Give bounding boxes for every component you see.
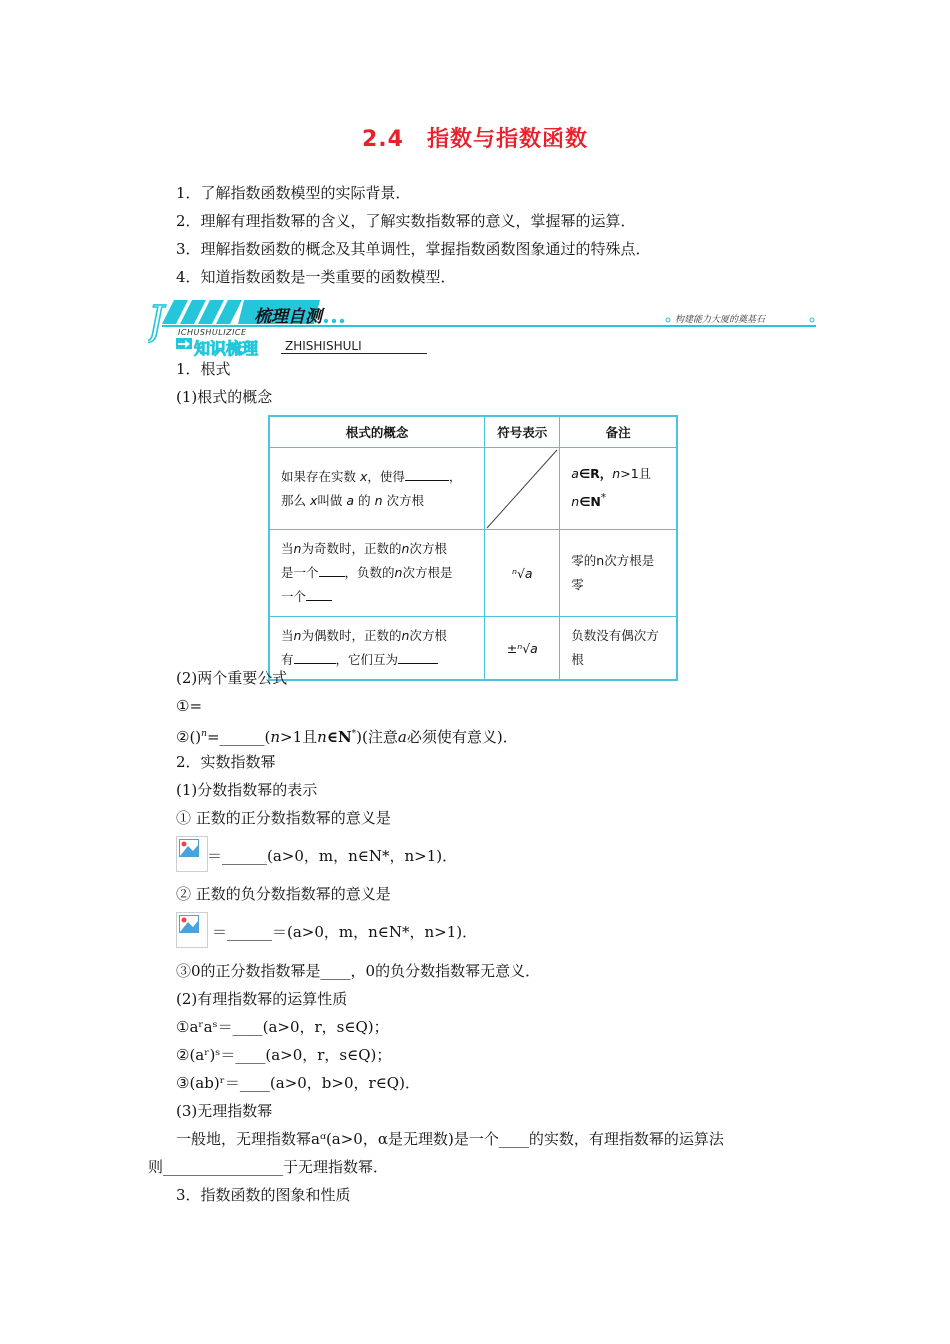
section-2-3-heading: (3)无理指数幂: [176, 1102, 273, 1120]
section-banner: [148, 298, 816, 356]
cell-text: ∈R，: [578, 466, 613, 482]
cell-var: n: [612, 466, 621, 482]
formula-text: ②(): [176, 728, 202, 746]
cell-var: a: [346, 492, 355, 508]
table-header-note: 备注: [560, 416, 677, 448]
section-2-heading: 2．实数指数幂: [176, 753, 276, 771]
table-row-3-symbol: ±ⁿ√a: [485, 617, 560, 681]
cell-text: 那么: [281, 492, 307, 508]
table-header-concept: 根式的概念: [269, 416, 485, 448]
objective-4: 4．知道指数函数是一类重要的函数模型．: [176, 268, 456, 286]
cell-var: x: [360, 468, 368, 484]
table-row-1-note: [560, 448, 677, 530]
negative-fraction-power-text: ② 正数的负分数指数幂的意义是: [176, 885, 391, 903]
cell-text: 为偶数时，正数的: [301, 628, 402, 643]
cell-text: 当: [281, 541, 294, 556]
formula-var: n: [270, 728, 281, 746]
section-2-1-heading: (1)分数指数幂的表示: [176, 781, 318, 799]
cell-var: n: [374, 492, 383, 508]
irrational-power-text-2: 则________________于无理指数幂．: [148, 1158, 389, 1176]
cell-text: 次方根是: [402, 565, 453, 580]
cell-text: 次方根: [409, 541, 447, 556]
formula-text: =______(: [206, 728, 271, 746]
negative-fraction-power-formula: ＝______＝(a>0，m，n∈N*，n>1)．: [212, 923, 478, 941]
section-1-1-heading: (1)根式的概念: [176, 388, 273, 406]
cell-var: a: [571, 466, 579, 482]
cell-text: >1且: [620, 466, 652, 482]
cell-sup: *: [600, 492, 607, 505]
table-header-symbol: 符号表示: [485, 416, 560, 448]
cell-var: n: [394, 565, 403, 580]
diagonal-slash: [485, 449, 559, 529]
cell-var: n: [293, 628, 302, 643]
blank-line: [398, 649, 438, 664]
banner-sub-pinyin: ZHISHISHULI: [281, 339, 427, 354]
cell-text: ，使得: [367, 468, 405, 484]
rule-1: ①aʳaˢ＝____(a>0，r，s∈Q)；: [176, 1018, 389, 1036]
cell-text: ，负数的: [344, 565, 395, 580]
broken-image-icon: [176, 912, 208, 948]
cell-text: 负数没有偶次方根: [571, 628, 659, 667]
table-row-2-note: [560, 530, 677, 617]
table-row-1-concept: [269, 448, 485, 530]
section-2-2-heading: (2)有理指数幂的运算性质: [176, 990, 348, 1008]
cell-text: 的: [358, 492, 371, 508]
cell-text: 次方根: [386, 492, 424, 508]
blank-line: [319, 562, 345, 577]
cell-var: n: [571, 494, 580, 510]
table-row-3-concept: [269, 617, 485, 681]
table-row-1-symbol: [485, 448, 560, 530]
blank-line: [306, 586, 332, 601]
cell-text: 是一个: [281, 565, 319, 580]
banner-main-label: 梳理自测: [254, 307, 322, 327]
rule-3: ③(ab)ʳ＝____(a>0，b>0，r∈Q)．: [176, 1074, 420, 1092]
banner-pinyin: ICHUSHULIZICE: [178, 328, 247, 337]
cell-text: 为奇数时，正数的: [301, 541, 402, 556]
page-title: 2.4 指数与指数函数: [362, 127, 588, 152]
formula-var: a: [397, 728, 407, 746]
objective-3: 3．理解指数函数的概念及其单调性，掌握指数函数图象通过的特殊点．: [176, 240, 651, 258]
broken-image-icon: [176, 836, 208, 872]
cell-var: x: [310, 492, 318, 508]
objective-1: 1．了解指数函数模型的实际背景．: [176, 184, 411, 202]
image-placeholder-icon: [179, 915, 199, 933]
cell-text: 一个: [281, 589, 307, 604]
cell-var: n: [401, 541, 410, 556]
cell-text: ，: [448, 468, 462, 484]
formula-text: 必须使有意义)．: [406, 728, 518, 746]
section-3-heading: 3．指数函数的图象和性质: [176, 1186, 351, 1204]
rule-2: ②(aʳ)ˢ＝____(a>0，r，s∈Q)；: [176, 1046, 392, 1064]
objective-2: 2．理解有理指数幂的含义，了解实数指数幂的意义，掌握幂的运算．: [176, 212, 636, 230]
cell-text: 有: [281, 652, 294, 667]
blank-line: [294, 649, 336, 664]
banner-letter-j: J: [148, 298, 165, 344]
table-row-2-concept: [269, 530, 485, 617]
table-row-3-note: [560, 617, 677, 681]
section-1-2-heading: (2)两个重要公式: [176, 669, 288, 687]
irrational-power-text-1: 一般地，无理指数幂aᵅ(a>0，α是无理数)是一个____的实数，有理指数幂的运算法: [176, 1130, 724, 1148]
section-1-heading: 1．根式: [176, 360, 231, 378]
formula-text: ∈N: [326, 728, 352, 746]
formula-text: >1且: [280, 728, 318, 746]
cell-var: n: [293, 541, 302, 556]
cell-text: 如果存在实数: [281, 468, 357, 484]
cell-text: 零的n次方根是零: [571, 553, 655, 592]
banner-sub-label: 知识梳理: [194, 339, 259, 358]
formula-var: n: [317, 728, 327, 746]
cell-text: 次方根: [409, 628, 447, 643]
banner-slogan: 构建能力大厦的奠基石: [675, 315, 766, 325]
cell-text: ，它们互为: [335, 652, 399, 667]
zero-power-text: ③0的正分数指数幂是____，0的负分数指数幂无意义．: [176, 962, 541, 980]
radical-table: [268, 415, 678, 667]
formula-1: ①=: [176, 697, 203, 715]
positive-fraction-power-formula: ＝______(a>0，m，n∈N*，n>1)．: [207, 847, 458, 865]
formula-2: ②()$^n$=______(n>1且n∈N*)(注意a必须使有意义)．: [176, 728, 518, 746]
blank-line: [405, 466, 449, 481]
image-placeholder-icon: [179, 839, 199, 857]
cell-text: 叫做: [317, 492, 343, 508]
formula-text: )(注意: [356, 728, 398, 746]
cell-text: ∈N: [579, 494, 601, 510]
positive-fraction-power-text: ① 正数的正分数指数幂的意义是: [176, 809, 391, 827]
cell-text: 当: [281, 628, 294, 643]
cell-var: n: [401, 628, 410, 643]
table-row-2-symbol: ⁿ√a: [485, 530, 560, 617]
